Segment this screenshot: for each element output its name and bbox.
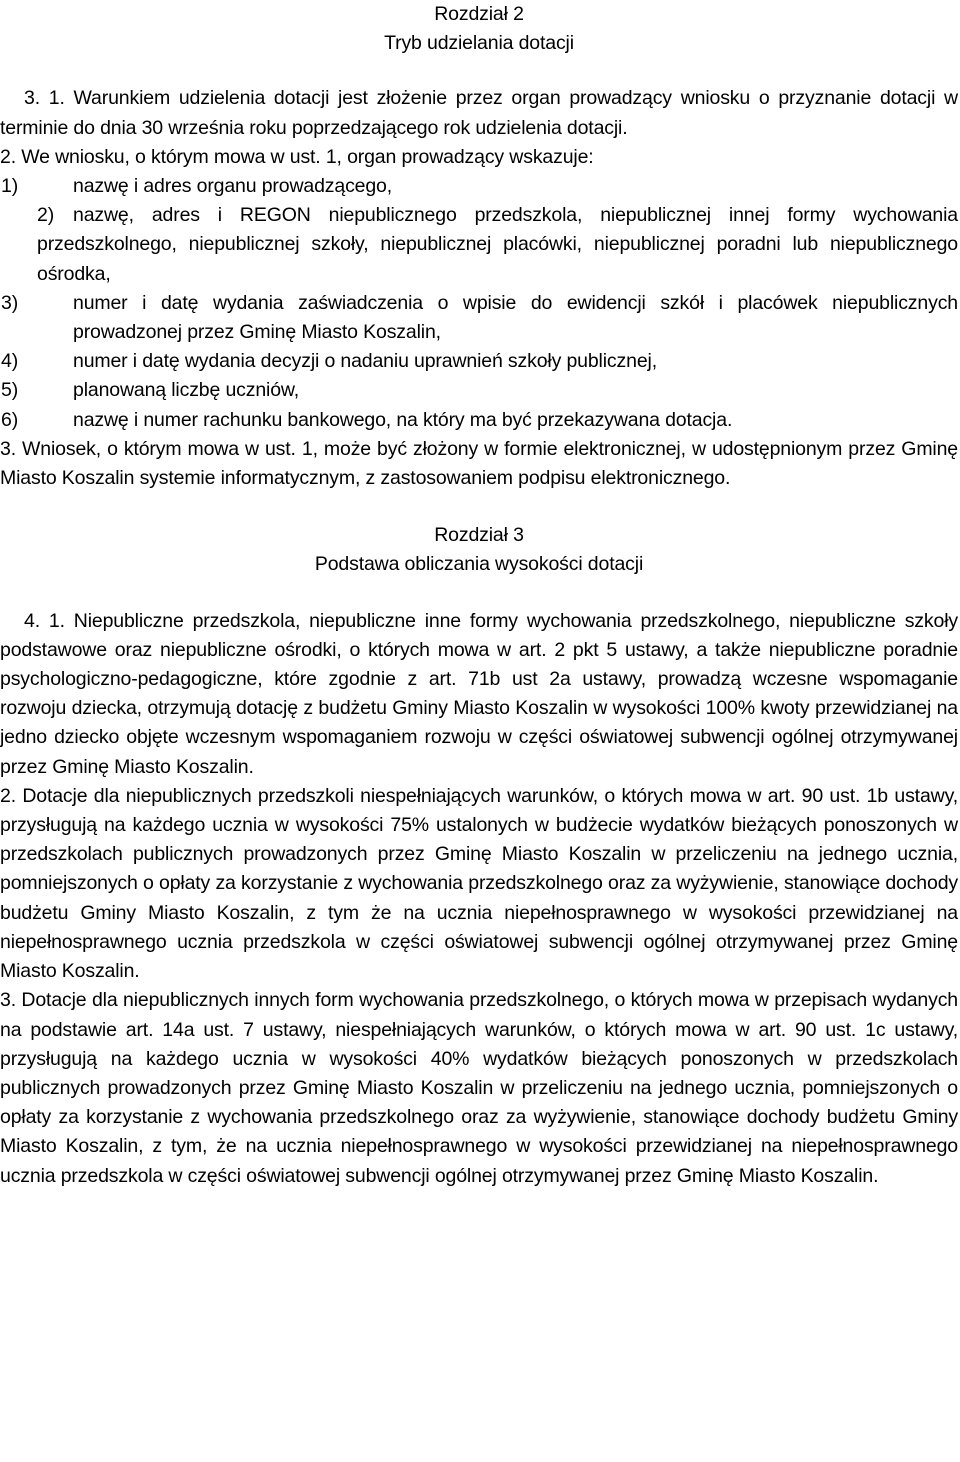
list-item: 2) nazwę, adres i REGON niepublicznego przedszkola, niepublicznej innej formy wychowania przedszkolnego, niepublicznej szkoły, niepublicznej placówki, niepublicznej poradni lub niepublicznego ośrodka, [37, 204, 958, 285]
section-4-paragraph-3: 3. Dotacje dla niepublicznych innych form wychowania przedszkolnego, o których mowa w przepisach wydanych na podstawie art. 14a ust. 7 ustawy, niespełniających warunków, o których mowa w art. 90 ust. 1c ustawy, przysługują na każdego ucznia w wysokości 40% wydatków bieżących ponoszonych w przedszkolach publicznych prowadzonych przez Gminę Miasto Koszalin w przeliczeniu na jednego ucznia, pomniejszonych o opłaty za korzystanie z wychowania przedszkolnego oraz za wyżywienie, stanowiące dochody budżetu Gminy Miasto Koszalin, z tym, że na ucznia niepełnosprawnego w wysokości przewidzianej na niepełnosprawnego ucznia przedszkola w części oświatowej subwencji ogólnej otrzymywanej przez Gminę Miasto Koszalin. [0, 989, 958, 1187]
chapter-2-header [0, 0, 958, 58]
list-item: 6) nazwę i numer rachunku bankowego, na który ma być przekazywana dotacja. [1, 408, 733, 431]
section-3-paragraph-1: 3. 1. Warunkiem udzielenia dotacji jest złożenie przez organ prowadzący wniosku o przyznanie dotacji w terminie do dnia 30 września roku poprzedzającego rok udzielenia dotacji. [0, 87, 958, 139]
chapter-2-heading: Rozdział 2 [434, 3, 524, 25]
section-3-paragraph-3: 3. Wniosek, o którym mowa w ust. 1, może być złożony w formie elektronicznej, w udostępnionym przez Gminę Miasto Koszalin systemie informatycznym, z zastosowaniem podpisu elektronicznego. [0, 437, 958, 490]
section-4-paragraph-2: 2. Dotacje dla niepublicznych przedszkoli niespełniających warunków, o których mowa w art. 90 ust. 1b ustawy, przysługują na każdego ucznia w wysokości 75% ustalonych w budżecie wydatków bieżących ponoszonych w przedszkolach publicznych prowadzonych przez Gminę Miasto Koszalin w przeliczeniu na jednego ucznia, pomniejszonych o opłaty za korzystanie z wychowania przedszkolnego oraz za wyżywienie, stanowiące dochody budżetu Gminy Miasto Koszalin, z tym że na ucznia niepełnosprawnego w wysokości przewidzianej na niepełnosprawnego ucznia przedszkola w części oświatowej subwencji ogólnej otrzymywanej przez Gminę Miasto Koszalin. [0, 784, 958, 983]
spacer [0, 580, 958, 607]
section-3-item-list [0, 172, 958, 435]
spacer [0, 493, 958, 521]
spacer [0, 58, 958, 84]
section-3-paragraph-2-intro: 2. We wniosku, o którym mowa w ust. 1, organ prowadzący wskazuje: [0, 145, 594, 168]
chapter-2-title: Tryb udzielania dotacji [384, 32, 574, 55]
list-item: 5) planowaną liczbę uczniów, [1, 379, 300, 402]
chapter-3-header [0, 521, 958, 579]
list-item: 3) numer i datę wydania zaświadczenia o wpisie do ewidencji szkół i placówek niepublicznych prowadzonej przez Gminę Miasto Koszalin, [1, 291, 958, 344]
list-item: 4) numer i datę wydania decyzji o nadaniu uprawnień szkoły publicznej, [1, 350, 657, 373]
section-4-paragraph-1: 4. 1. Niepubliczne przedszkola, niepubliczne inne formy wychowania przedszkolnego, niepubliczne szkoły podstawowe oraz niepubliczne ośrodki, o których mowa w art. 2 pkt 5 ustawy, a także niepubliczne poradnie psychologiczno-pedagogiczne, które zgodnie z art. 71b ust 2a ustawy, prowadzą wczesne wspomaganie rozwoju dziecka, otrzymują dotację z budżetu Gminy Miasto Koszalin w wysokości 100% kwoty przewidzianej na jedno dziecko objęte wczesnym wspomaganiem rozwoju w części oświatowej subwencji ogólnej otrzymywanej przez Gminę Miasto Koszalin. [0, 609, 958, 778]
chapter-3-title: Podstawa obliczania wysokości dotacji [314, 553, 644, 576]
list-item: 1) nazwę i adres organu prowadzącego, [1, 175, 393, 198]
chapter-3-heading: Rozdział 3 [434, 524, 524, 547]
